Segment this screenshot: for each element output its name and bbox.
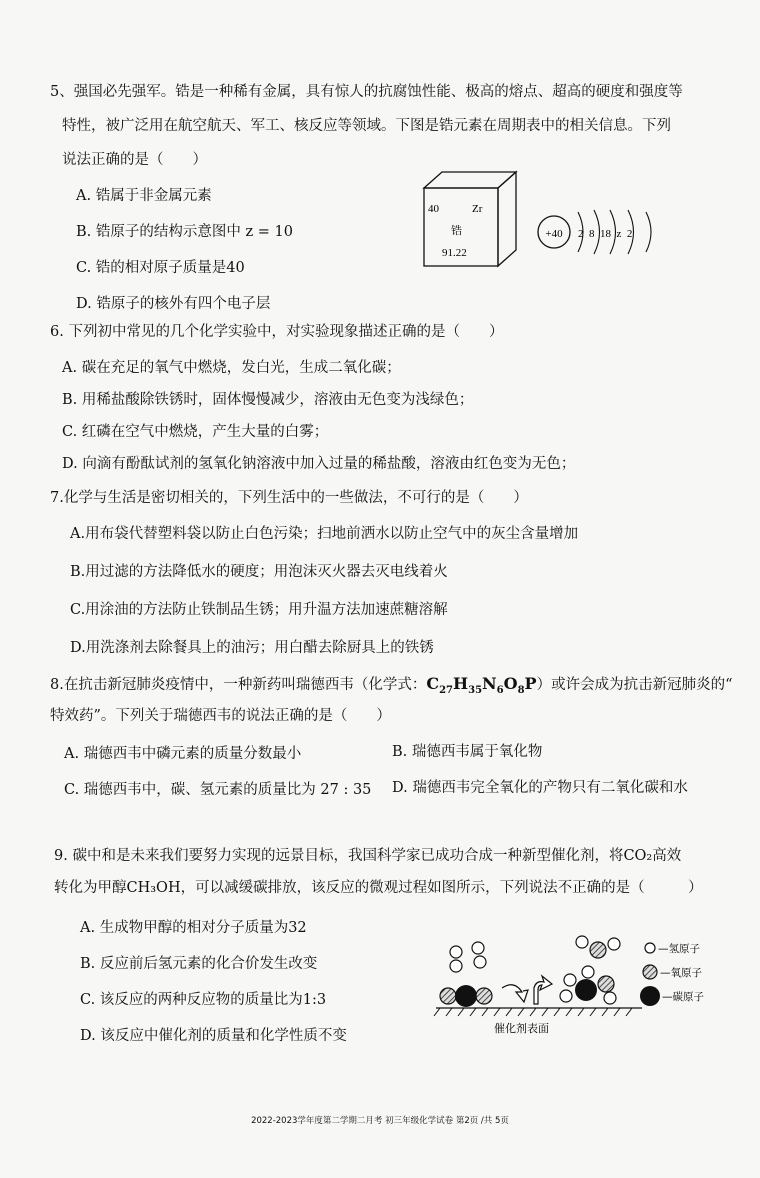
reaction-micro-diagram	[430, 930, 740, 1040]
legend-carbon-icon	[640, 986, 660, 1006]
legend-oxygen-icon	[643, 965, 657, 979]
q5-option-d: D. 锆原子的核外有四个电子层	[76, 296, 271, 312]
element-symbol: Zr	[472, 203, 483, 215]
q6-option-c: C. 红磷在空气中燃烧，产生大量的白雾；	[62, 424, 329, 440]
up-arrow-icon	[534, 976, 552, 1004]
hydrogen-atom	[564, 974, 576, 986]
electron-shells: 2 8 18 z 2	[578, 228, 633, 240]
element-mass: 91.22	[442, 247, 467, 259]
legend-hydrogen-label: —氢原子	[658, 943, 700, 955]
q6-option-b: B. 用稀盐酸除铁锈时，固体慢慢减少，溶液由无色变为浅绿色；	[62, 392, 474, 408]
q6-option-d: D. 向滴有酚酞试剂的氢氧化钠溶液中加入过量的稀盐酸，溶液由红色变为无色；	[62, 456, 576, 472]
element-number: 40	[428, 203, 439, 215]
q8-stem-line2: 特效药”。下列关于瑞德西韦的说法正确的是（ ）	[50, 708, 391, 724]
q8-stem-part1: 8.在抗击新冠肺炎疫情中，一种新药叫瑞德西韦（化学式：	[50, 677, 427, 693]
q8-option-a: A. 瑞德西韦中磷元素的质量分数最小	[64, 746, 302, 762]
q6-option-a: A. 碳在充足的氧气中燃烧，发白光，生成二氧化碳；	[62, 360, 401, 376]
zirconium-element-cell	[420, 168, 520, 268]
q8-stem-part2: ）或许会成为抗击新冠肺炎的“	[536, 677, 733, 693]
q8-option-d: D. 瑞德西韦完全氧化的产物只有二氧化碳和水	[392, 780, 688, 796]
hydrogen-atom	[560, 990, 572, 1002]
q5-option-c: C. 锆的相对原子质量是40	[76, 260, 245, 276]
q9-stem-line1: 9. 碳中和是未来我们要努力实现的远景目标，我国科学家已成功合成一种新型催化剂，将CO₂高效	[54, 848, 682, 864]
atom-structure-diagram	[532, 200, 672, 260]
hydrogen-atom	[474, 956, 486, 968]
q7-stem: 7.化学与生活是密切相关的，下列生活中的一些做法，不可行的是（ ）	[50, 490, 528, 506]
q9-stem-line2: 转化为甲醇CH₃OH，可以减缓碳排放，该反应的微观过程如图所示，下列说法不正确的是（ ）	[54, 880, 703, 896]
q5-stem-line2: 特性，被广泛用在航空航天、军工、核反应等领域。下图是锆元素在周期表中的相关信息。下列	[62, 118, 671, 134]
element-name: 锆	[451, 224, 462, 237]
q9-option-c: C. 该反应的两种反应物的质量比为1:3	[80, 992, 327, 1008]
hydrogen-atom	[608, 938, 620, 950]
q8-stem-line1	[50, 674, 733, 701]
oxygen-atom	[440, 988, 456, 1004]
page-footer: 2022-2023学年度第二学期二月考 初三年级化学试卷 第2页 /共 5页	[251, 1116, 509, 1126]
q7-option-b: B.用过滤的方法降低水的硬度；用泡沫灭火器去灭电线着火	[70, 564, 448, 580]
hydrogen-atom	[582, 966, 594, 978]
carbon-atom	[575, 979, 597, 1001]
q7-option-c: C.用涂油的方法防止铁制品生锈；用升温方法加速蔗糖溶解	[70, 602, 448, 618]
q5-option-b: B. 锆原子的结构示意图中 z = 10	[76, 224, 293, 240]
hydrogen-atom	[450, 946, 462, 958]
legend-oxygen-label: —氧原子	[660, 967, 702, 979]
oxygen-atom	[590, 942, 606, 958]
q8-option-b: B. 瑞德西韦属于氧化物	[392, 744, 543, 760]
q5-stem-line3: 说法正确的是（ ）	[62, 152, 207, 168]
q9-option-b: B. 反应前后氢元素的化合价发生改变	[80, 956, 318, 972]
hydrogen-atom	[450, 960, 462, 972]
q5-option-a: A. 锆属于非金属元素	[76, 188, 212, 204]
oxygen-atom	[476, 988, 492, 1004]
q8-option-c: C. 瑞德西韦中，碳、氢元素的质量比为 27 : 35	[64, 782, 372, 798]
curved-arrow-icon	[502, 985, 528, 1002]
q9-option-d: D. 该反应中催化剂的质量和化学性质不变	[80, 1028, 347, 1044]
hydrogen-atom	[576, 936, 588, 948]
q9-option-a: A. 生成物甲醇的相对分子质量为32	[80, 920, 307, 936]
q6-stem: 6. 下列初中常见的几个化学实验中，对实验现象描述正确的是（ ）	[50, 324, 504, 340]
nucleus-charge: +40	[545, 228, 563, 240]
hydrogen-atom	[472, 942, 484, 954]
oxygen-atom	[598, 976, 614, 992]
legend-hydrogen-icon	[645, 943, 655, 953]
q5-stem-line1: 5、强国必先强军。锆是一种稀有金属，具有惊人的抗腐蚀性能、极高的熔点、超高的硬度和强度等	[50, 84, 683, 100]
hydrogen-atom	[604, 992, 616, 1004]
carbon-atom	[455, 985, 477, 1007]
q7-option-d: D.用洗涤剂去除餐具上的油污；用白醋去除厨具上的铁锈	[70, 640, 434, 656]
remdesivir-formula: $C_{27}H_{35}N_6O_8P$	[426, 674, 537, 697]
q7-option-a: A.用布袋代替塑料袋以防止白色污染；扫地前洒水以防止空气中的灰尘含量增加	[70, 526, 579, 542]
legend-carbon-label: —碳原子	[662, 991, 704, 1003]
catalyst-surface-label: 催化剂表面	[494, 1022, 549, 1035]
